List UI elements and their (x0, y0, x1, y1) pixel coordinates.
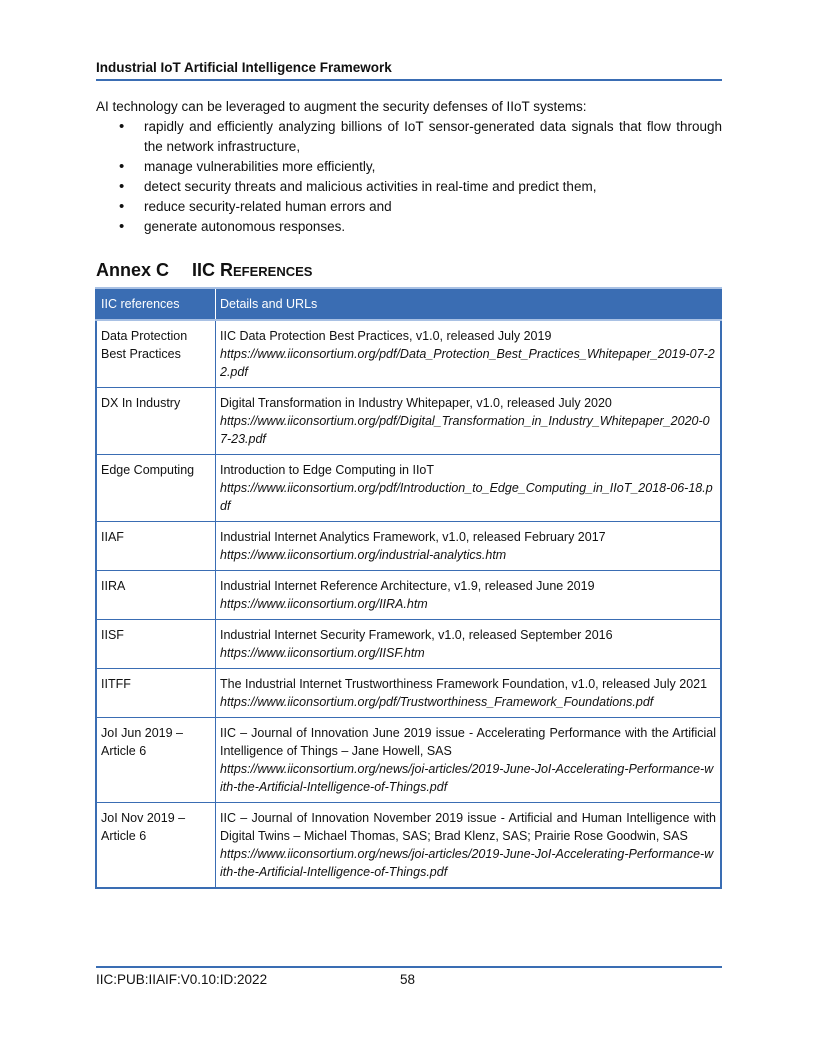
reference-url-link[interactable]: https://www.iiconsortium.org/IIRA.htm (220, 597, 428, 611)
reference-url-link[interactable]: https://www.iiconsortium.org/pdf/Introduction_to_Edge_Computing_in_IIoT_2018-06-18.pdf (220, 481, 713, 513)
reference-name: IIRA (96, 571, 216, 620)
column-header-details: Details and URLs (216, 288, 722, 320)
reference-url-link[interactable]: https://www.iiconsortium.org/pdf/Digital_Transformation_in_Industry_Whitepaper_2020-07-23.pdf (220, 414, 710, 446)
reference-details (216, 620, 722, 669)
table-row (96, 571, 721, 620)
footer-document-id: IIC:PUB:IIAIF:V0.10:ID:2022 (96, 972, 268, 987)
bullet-item: • generate autonomous responses. (144, 217, 722, 237)
intro-section (96, 97, 722, 237)
reference-description: IIC – Journal of Innovation November 2019 issue - Artificial and Human Intelligence with Digital Twins – Michael Thomas, SAS; Brad Klenz, SAS; Prairie Rose Goodwin, SAS (220, 811, 716, 843)
security-bullet-list (96, 117, 722, 237)
annex-title: IIC References (192, 260, 313, 280)
reference-name: JoI Nov 2019 – Article 6 (96, 803, 216, 889)
table-header-row (96, 288, 721, 320)
table-row (96, 320, 721, 388)
annex-label: Annex C (96, 260, 170, 280)
bullet-item: • reduce security-related human errors and (144, 197, 722, 217)
reference-url-link[interactable]: https://www.iiconsortium.org/industrial-analytics.htm (220, 548, 507, 562)
footer-page-number: 58 (400, 972, 416, 987)
reference-details (216, 803, 722, 889)
table-row (96, 669, 721, 718)
reference-details (216, 455, 722, 522)
reference-name: Data Protection Best Practices (96, 320, 216, 388)
reference-url-link[interactable]: https://www.iiconsortium.org/IISF.htm (220, 646, 425, 660)
reference-description: Industrial Internet Analytics Framework, v1.0, released February 2017 (220, 530, 606, 544)
reference-details (216, 718, 722, 803)
reference-description: IIC Data Protection Best Practices, v1.0, released July 2019 (220, 329, 552, 343)
column-header-references: IIC references (96, 288, 216, 320)
table-row (96, 718, 721, 803)
reference-name: IIAF (96, 522, 216, 571)
reference-description: Digital Transformation in Industry Whitepaper, v1.0, released July 2020 (220, 396, 612, 410)
table-row (96, 455, 721, 522)
reference-url-link[interactable]: https://www.iiconsortium.org/news/joi-articles/2019-June-JoI-Accelerating-Performance-with-the-Artificial-Intelligence-of-Things.pdf (220, 847, 714, 879)
reference-details (216, 388, 722, 455)
table-row (96, 803, 721, 889)
reference-details (216, 669, 722, 718)
reference-url-link[interactable]: https://www.iiconsortium.org/news/joi-articles/2019-June-JoI-Accelerating-Performance-with-the-Artificial-Intelligence-of-Things.pdf (220, 762, 714, 794)
annex-heading (96, 260, 722, 281)
reference-description: Industrial Internet Security Framework, v1.0, released September 2016 (220, 628, 613, 642)
bullet-item: • manage vulnerabilities more efficiently, (144, 157, 722, 177)
reference-url-link[interactable]: https://www.iiconsortium.org/pdf/Data_Protection_Best_Practices_Whitepaper_2019-07-22.pdf (220, 347, 715, 379)
reference-name: IITFF (96, 669, 216, 718)
reference-description: The Industrial Internet Trustworthiness Framework Foundation, v1.0, released July 2021 (220, 677, 708, 691)
table-row (96, 388, 721, 455)
references-table (95, 287, 722, 889)
reference-description: IIC – Journal of Innovation June 2019 issue - Accelerating Performance with the Artificial Intelligence of Things – Jane Howell, SAS (220, 726, 716, 758)
header-divider (96, 79, 722, 81)
reference-description: Introduction to Edge Computing in IIoT (220, 463, 435, 477)
reference-name: DX In Industry (96, 388, 216, 455)
bullet-item: • rapidly and efficiently analyzing billions of IoT sensor-generated data signals that flow through the network infrastructure, (144, 117, 722, 157)
reference-url-link[interactable]: https://www.iiconsortium.org/pdf/Trustworthiness_Framework_Foundations.pdf (220, 695, 654, 709)
table-row (96, 620, 721, 669)
bullet-item: • detect security threats and malicious activities in real-time and predict them, (144, 177, 722, 197)
table-row (96, 522, 721, 571)
reference-name: Edge Computing (96, 455, 216, 522)
intro-lead: AI technology can be leveraged to augment the security defenses of IIoT systems: (96, 99, 587, 114)
reference-name: JoI Jun 2019 – Article 6 (96, 718, 216, 803)
running-header-title: Industrial IoT Artificial Intelligence Framework (96, 60, 392, 75)
reference-description: Industrial Internet Reference Architecture, v1.9, released June 2019 (220, 579, 595, 593)
reference-details (216, 571, 722, 620)
reference-details (216, 522, 722, 571)
footer-divider (96, 966, 722, 968)
reference-name: IISF (96, 620, 216, 669)
reference-details (216, 320, 722, 388)
